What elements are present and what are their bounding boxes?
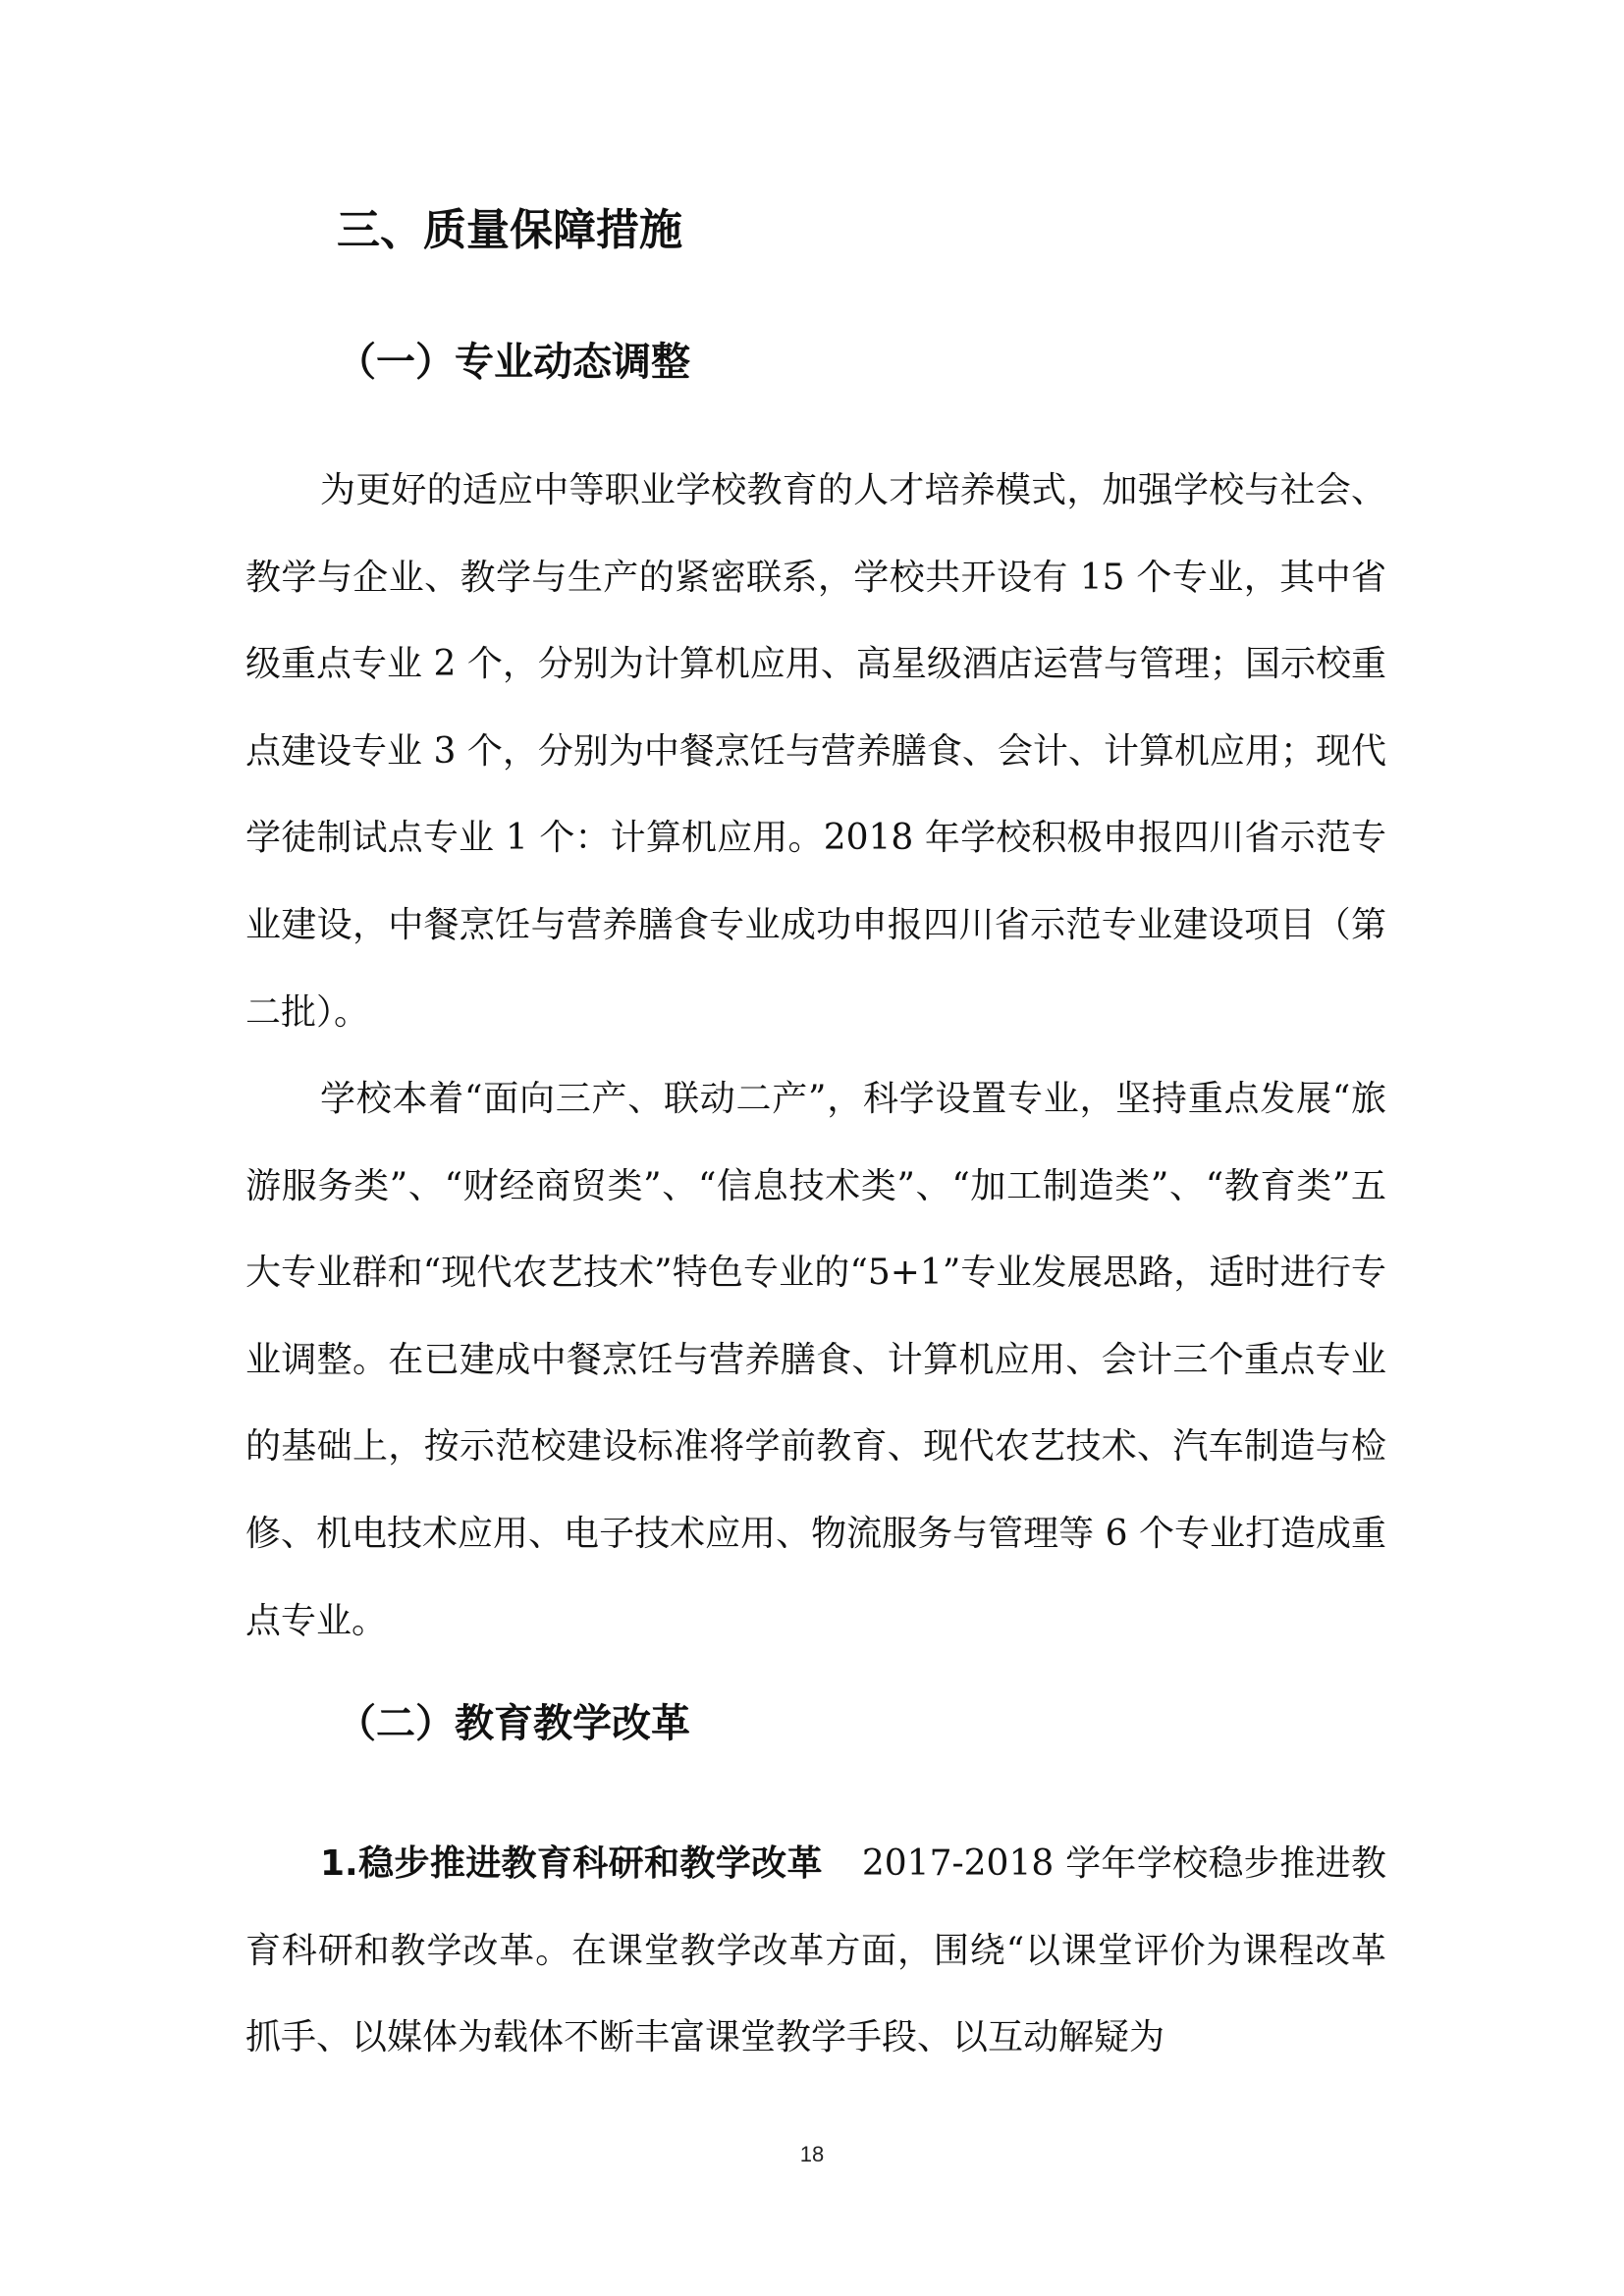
- item-body-text: 2017-2018 学年学校稳步推进教育科研和教学改革。在课堂教学改革方面，围绕“以课堂评价为课程改革抓手、以媒体为载体不断丰富课堂教学手段、以互动解疑为: [245, 1843, 1386, 2058]
- paragraph-teaching-reform: [245, 1821, 1386, 2082]
- paragraph-major-adjustment-2: 学校本着“面向三产、联动二产”，科学设置专业，坚持重点发展“旅游服务类”、“财经商贸类”、“信息技术类”、“加工制造类”、“教育类”五大专业群和“现代农艺技术”特色专业的“5+1”专业发展思路，适时进行专业调整。在已建成中餐烹饪与营养膳食、计算机应用、会计三个重点专业的基础上，按示范校建设标准将学前教育、现代农艺技术、汽车制造与检修、机电技术应用、电子技术应用、物流服务与管理等 6 个专业打造成重点专业。: [245, 1079, 1386, 1641]
- paragraph-major-adjustment-1: 为更好的适应中等职业学校教育的人才培养模式，加强学校与社会、教学与企业、教学与生产的紧密联系，学校共开设有 15 个专业，其中省级重点专业 2 个，分别为计算机应用、高星级酒店运营与管理；国示校重点建设专业 3 个，分别为中餐烹饪与营养膳食、会计、计算机应用；现代学徒制试点专业 1 个：计算机应用。2018 年学校积极申报四川省示范专业建设，中餐烹饪与营养膳食专业成功申报四川省示范专业建设项目（第二批）。: [245, 470, 1386, 1033]
- item-lead-heading: 1.稳步推进教育科研和教学改革: [320, 1843, 823, 1884]
- subsection-title-2: （二）教育教学改革: [337, 1701, 690, 1746]
- subsection-title-1: （一）专业动态调整: [337, 340, 690, 385]
- section-title: 三、质量保障措施: [337, 205, 682, 255]
- page-number: 18: [799, 2142, 825, 2166]
